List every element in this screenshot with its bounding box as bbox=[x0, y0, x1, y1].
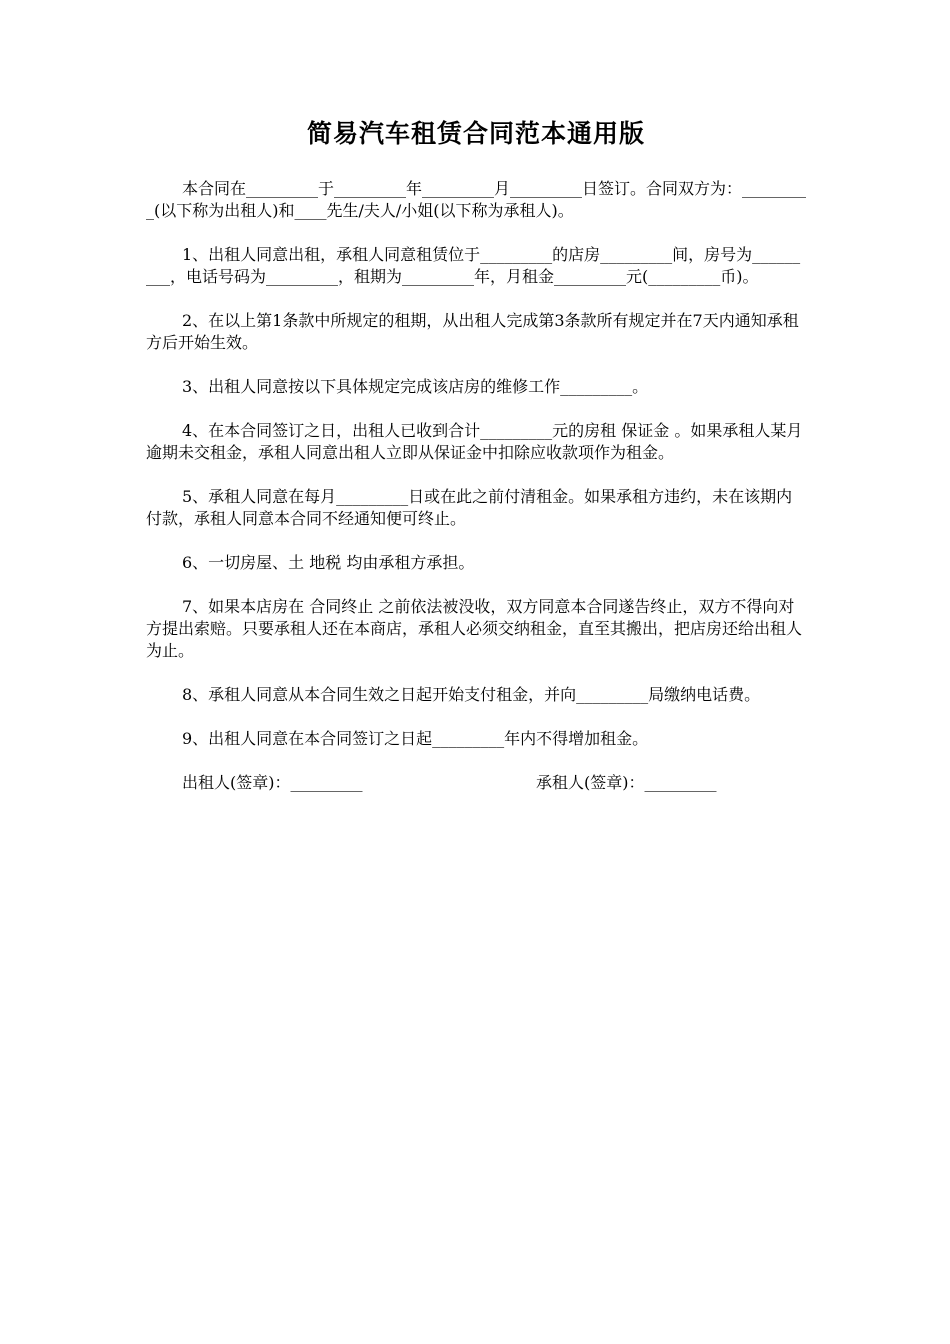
paragraph-clause-2: 2、在以上第1条款中所规定的租期，从出租人完成第3条款所有规定并在7天内通知承租方后开始生效。 bbox=[146, 311, 799, 352]
contract-page bbox=[146, 114, 806, 794]
document-title: 简易汽车租赁合同范本通用版 bbox=[306, 119, 645, 148]
lessee-signature: 承租人(签章)：_________ bbox=[536, 773, 717, 792]
paragraph-clause-6: 6、一切房屋、土 地税 均由承租方承担。 bbox=[182, 553, 475, 572]
signature-row bbox=[146, 772, 806, 794]
paragraph-clause-3: 3、出租人同意按以下具体规定完成该店房的维修工作_________。 bbox=[182, 377, 649, 396]
paragraph-clause-7: 7、如果本店房在 合同终止 之前依法被没收，双方同意本合同遂告终止，双方不得向对方提出索赔。只要承租人还在本商店，承租人必须交纳租金，直至其搬出，把店房还给出租人为止。 bbox=[146, 597, 803, 660]
lessor-signature: 出租人(签章)：_________ bbox=[182, 773, 363, 792]
paragraph-clause-5: 5、承租人同意在每月_________日或在此之前付清租金。如果承租方违约，未在该期内付款，承租人同意本合同不经通知便可终止。 bbox=[146, 487, 793, 528]
paragraph-clause-1: 1、出租人同意出租，承租人同意租赁位于_________的店房_________间，房号为_________，电话号码为_________，租期为_________年，月租金_________元(_________币)。 bbox=[146, 245, 801, 286]
paragraph-preamble: 本合同在_________于_________年_________月_________日签订。合同双方为：_________(以下称为出租人)和____先生/夫人/小姐(以下称为承租人)。 bbox=[146, 179, 807, 220]
paragraph-clause-9: 9、出租人同意在本合同签订之日起_________年内不得增加租金。 bbox=[182, 729, 649, 748]
paragraph-clause-8: 8、承租人同意从本合同生效之日起开始支付租金，并向_________局缴纳电话费。 bbox=[182, 685, 761, 704]
paragraph-clause-4: 4、在本合同签订之日，出租人已收到合计_________元的房租 保证金 。如果承租人某月逾期未交租金，承租人同意出租人立即从保证金中扣除应收款项作为租金。 bbox=[146, 421, 803, 462]
